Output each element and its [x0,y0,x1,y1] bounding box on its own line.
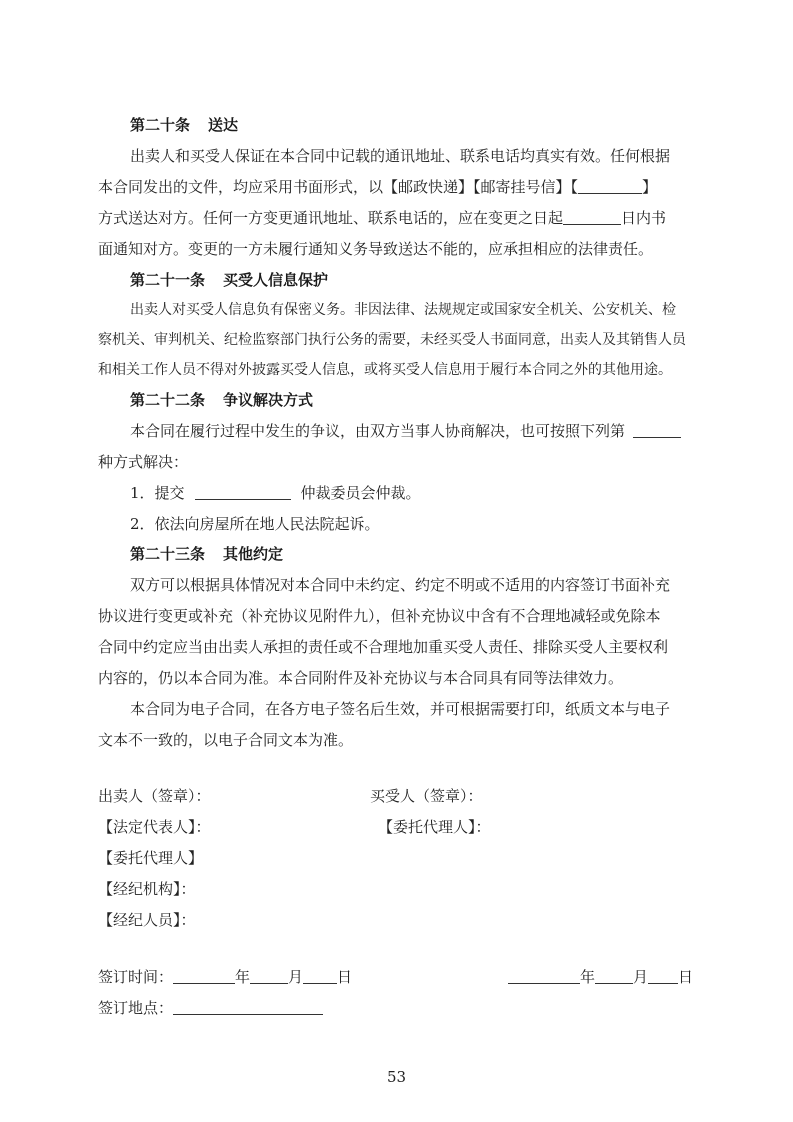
article-23-line-6: 文本不一致的，以电子合同文本为准。 [98,731,354,749]
buyer-month-blank [595,969,633,984]
broker-person: 【经纪人员】： [98,911,196,929]
signing-place-blank [173,1000,323,1015]
signing-place-label: 签订地点： [98,999,174,1017]
article-23-line-4: 内容的，仍以本合同为准。本合同附件及补充协议与本合同具有同等法律效力。 [98,669,624,687]
seller-year-blank [173,969,235,984]
seller-authorized-agent: 【委托代理人】 [98,849,204,867]
buyer-signing-date [508,966,693,987]
resolution-option-blank [633,423,681,438]
seller-day-blank [303,969,337,984]
seller-month-label: 月 [288,968,304,986]
article-22-heading [130,389,313,410]
article-21-heading [130,269,328,290]
buyer-day-label: 日 [678,968,694,986]
article-22-line-1-text: 本合同在履行过程中发生的争议，由双方当事人协商解决，也可按照下列第 [130,422,626,440]
article-20-line-1: 出卖人和买受人保证在本合同中记载的通讯地址、联系电话均真实有效。任何根据 [130,147,671,165]
notice-days-blank [563,210,621,225]
seller-signing-date [98,966,352,987]
article-23-line-3: 合同中约定应当由出卖人承担的责任或不合理地加重买受人责任、排除买受人主要权利 [98,638,669,656]
seller-day-label: 日 [337,968,353,986]
article-21-line-1: 出卖人对买受人信息负有保密义务。非因法律、法规规定或国家安全机关、公安机关、检 [130,302,676,318]
article-23-number: 第二十三条 [130,545,206,563]
signing-time-label: 签订时间： [98,968,174,986]
buyer-authorized-agent: 【委托代理人】： [378,818,491,836]
article-22-title: 争议解决方式 [223,391,314,409]
buyer-month-label: 月 [633,968,649,986]
article-20-number: 第二十条 [130,116,191,134]
buyer-year-label: 年 [580,968,596,986]
article-20-title: 送达 [208,116,239,134]
article-20-line-2-close: 】 [642,178,658,196]
article-22-number: 第二十二条 [130,391,206,409]
signing-place [98,997,323,1018]
delivery-method-blank [578,179,642,194]
arbitration-commission-blank [195,485,291,500]
brokerage-agency: 【经纪机构】： [98,880,196,898]
buyer-signature: 买受人（签章）： [370,787,483,805]
article-20-line-2 [98,176,657,197]
article-22-option-2: 2．依法向房屋所在地人民法院起诉。 [130,515,380,533]
article-23-title: 其他约定 [223,545,284,563]
article-22-option-1 [130,482,421,503]
article-23-line-1: 双方可以根据具体情况对本合同中未约定、约定不明或不适用的内容签订书面补充 [130,576,671,594]
seller-year-label: 年 [235,968,251,986]
article-20-line-2-text: 本合同发出的文件，均应采用书面形式，以【邮政快递】【邮寄挂号信】【 [98,178,579,196]
article-23-line-2: 协议进行变更或补充（补充协议见附件九），但补充协议中含有不合理地减轻或免除本 [98,607,661,625]
buyer-year-blank [508,969,580,984]
option-1-prefix: 1．提交 [130,484,185,502]
article-20-heading [130,114,238,135]
buyer-day-blank [648,969,678,984]
article-21-line-2: 察机关、审判机关、纪检监察部门执行公务的需要，未经买受人书面同意，出卖人及其销售人员 [98,332,686,348]
article-21-line-3: 和相关工作人员不得对外披露买受人信息，或将买受人信息用于履行本合同之外的其他用途。 [98,362,672,378]
article-20-line-3-tail: 日内书 [621,209,667,227]
article-23-heading [130,543,283,564]
article-20-line-4: 面通知对方。变更的一方未履行通知义务导致送达不能的，应承担相应的法律责任。 [98,240,654,258]
page-number: 53 [386,1068,407,1086]
legal-representative: 【法定代表人】： [98,818,211,836]
article-21-title: 买受人信息保护 [223,271,329,289]
option-1-suffix: 仲裁委员会仲裁。 [300,484,421,502]
article-23-line-5: 本合同为电子合同，在各方电子签名后生效，并可根据需要打印，纸质文本与电子 [130,700,671,718]
seller-signature: 出卖人（签章）： [98,787,211,805]
seller-month-blank [250,969,288,984]
article-20-line-3 [98,207,666,228]
article-22-line-1 [130,420,681,441]
article-22-line-2: 种方式解决： [98,453,189,471]
article-20-line-3-text: 方式送达对方。任何一方变更通讯地址、联系电话的，应在变更之日起 [98,209,564,227]
article-21-number: 第二十一条 [130,271,206,289]
